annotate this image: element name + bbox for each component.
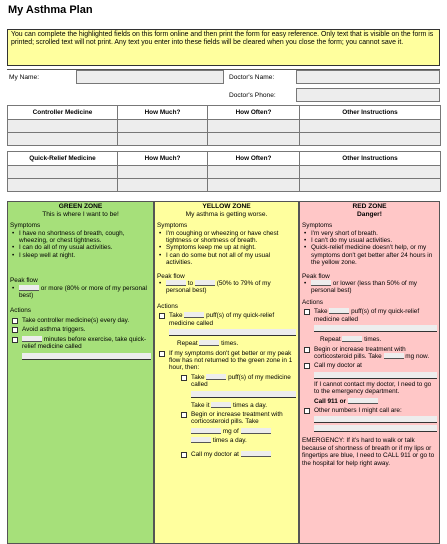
repeat-label: Repeat [320, 336, 341, 344]
symptom-item: • I can do some but not all of my usual activities. [157, 252, 296, 267]
doctor-name-field[interactable] [296, 70, 440, 84]
symptom-item: • I can't do my usual activities. [302, 237, 437, 244]
mg-of: mg of [222, 427, 239, 435]
action-text: puff(s) of my quick-relief medicine called [169, 312, 275, 327]
checkbox[interactable] [181, 452, 187, 458]
action-text: minutes before exercise, take quick-relief medicine called [22, 335, 147, 351]
yellow-zone-subtitle: My asthma is getting worse. [185, 211, 268, 218]
peak-flow-text: (50% to 79% of my personal best) [166, 280, 271, 295]
take-it-row [157, 402, 296, 409]
checkbox[interactable] [304, 363, 310, 369]
times-row [157, 437, 296, 444]
symptoms-label: Symptoms [157, 222, 188, 229]
red-symptoms-list [302, 230, 437, 267]
action-item [302, 362, 437, 369]
action-text: Begin or increase treatment with corticosteroid pills. Take [191, 411, 283, 426]
action-item [157, 312, 296, 327]
action-item [302, 407, 437, 414]
quick-relief-header: Quick-Relief Medicine [8, 152, 118, 166]
peak-flow-input[interactable] [311, 280, 331, 286]
controller-instructions-input[interactable] [300, 120, 441, 133]
green-zone-subtitle: This is where I want to be! [42, 211, 119, 218]
action-text: Begin or increase treatment with corticosteroid pills. Take [314, 345, 406, 360]
peak-flow-label: Peak flow [157, 272, 185, 280]
other-instructions-header: Other Instructions [300, 106, 441, 120]
take-text: Take [191, 373, 205, 381]
how-often-header: How Often? [208, 106, 300, 120]
controller-header: Controller Medicine [8, 106, 118, 120]
symptom-item: • Quick-relief medicine doesn't help, or my symptoms don't get better after 24 hours in the yellow zone. [302, 244, 437, 266]
mg-input[interactable] [191, 428, 221, 434]
yellow-peak-flow [157, 280, 296, 295]
action-item [179, 374, 296, 389]
green-zone-title: GREEN ZONE [58, 203, 103, 210]
controller-medicine-table [7, 105, 441, 146]
peak-flow-input[interactable] [19, 285, 39, 291]
how-often-header: How Often? [208, 152, 300, 166]
medicine-name-input[interactable] [22, 353, 151, 360]
red-peak-flow [302, 280, 437, 295]
quick-relief-amount-input[interactable] [118, 166, 208, 179]
checkbox[interactable] [304, 408, 310, 414]
repeat-input[interactable] [199, 340, 219, 346]
emergency-text: EMERGENCY: If it's hard to walk or talk because of shortness of breath or if my lips or fingertips are blue, I need to CALL 911 or go to the hospital for help right away. [302, 437, 435, 467]
how-much-header: How Much? [118, 106, 208, 120]
minutes-input[interactable] [22, 336, 42, 342]
green-zone [7, 201, 154, 544]
quick-relief-frequency-input[interactable] [208, 179, 300, 192]
action-text: Call my doctor at [314, 362, 362, 370]
action-item [10, 326, 151, 333]
take-it-label: Take it [191, 401, 210, 409]
repeat-row [302, 336, 437, 343]
controller-med-input[interactable] [8, 120, 118, 133]
action-text: Call my doctor at [191, 450, 239, 458]
yellow-symptoms-list [157, 230, 296, 267]
checkbox[interactable] [12, 318, 18, 324]
doctor-number-input[interactable] [314, 372, 437, 379]
peak-flow-item [302, 280, 437, 295]
other-instructions-header: Other Instructions [300, 152, 441, 166]
how-much-header: How Much? [118, 152, 208, 166]
repeat-row [157, 340, 296, 347]
symptom-item: • I'm very short of breath. [302, 230, 437, 237]
checkbox[interactable] [159, 351, 165, 357]
times-input[interactable] [191, 437, 211, 443]
doctor-name-label: Doctor's Name: [229, 74, 275, 81]
actions-label: Actions [302, 298, 323, 306]
checkbox[interactable] [12, 337, 18, 343]
doctor-phone-label: Doctor's Phone: [229, 92, 276, 99]
action-item [179, 411, 296, 426]
action-text: puff(s) of my medicine called [191, 373, 291, 389]
controller-med-input[interactable] [8, 133, 118, 146]
pill-name-input[interactable] [241, 428, 271, 434]
call-911-text: Call 911 or [314, 397, 346, 405]
peak-flow-label: Peak flow [302, 272, 330, 280]
action-item [157, 350, 296, 372]
mg-now: mg now. [405, 352, 430, 360]
times-day: times a day. [212, 437, 247, 445]
medicine-name-input[interactable] [169, 329, 296, 336]
take-text: Take [314, 308, 328, 316]
peak-flow-high-input[interactable] [195, 280, 215, 286]
peak-flow-text: or lower (less than 50% of my personal best) [311, 280, 417, 295]
symptoms-label: Symptoms [302, 222, 333, 229]
name-field[interactable] [76, 70, 224, 84]
controller-instructions-input[interactable] [300, 133, 441, 146]
medicine-name-input[interactable] [314, 325, 437, 332]
symptom-item: • I'm coughing or wheezing or have chest tightness or shortness of breath. [157, 230, 296, 245]
name-label: My Name: [9, 74, 40, 81]
green-symptoms-list [10, 230, 151, 260]
controller-frequency-input[interactable] [208, 133, 300, 146]
doctor-number-input[interactable] [241, 451, 271, 457]
symptom-item: • I have no shortness of breath, cough, wheezing, or chest tightness. [10, 230, 151, 245]
actions-label: Actions [10, 307, 31, 315]
mg-input[interactable] [384, 353, 404, 359]
symptom-item: • I can do all of my usual activities. [10, 244, 151, 251]
other-numbers-input[interactable] [314, 425, 437, 432]
quick-relief-medicine-table [7, 151, 441, 192]
symptom-item: • Symptoms keep me up at night. [157, 244, 296, 251]
yellow-zone [154, 201, 299, 544]
action-item [10, 317, 151, 324]
doctor-phone-field[interactable] [296, 88, 440, 102]
red-zone-title: RED ZONE [352, 203, 387, 210]
action-text: Avoid asthma triggers. [22, 326, 86, 334]
peak-flow-item [157, 280, 296, 295]
peak-flow-low-input[interactable] [166, 280, 186, 286]
peak-flow-to: to [187, 280, 194, 288]
red-zone-header [302, 203, 437, 219]
mg-row [157, 428, 296, 435]
yellow-zone-title: YELLOW ZONE [202, 203, 251, 210]
checkbox[interactable] [12, 327, 18, 333]
quick-relief-instructions-input[interactable] [300, 166, 441, 179]
action-item [302, 308, 437, 323]
actions-label: Actions [157, 302, 178, 310]
form-notice: You can complete the highlighted fields on this form online and then print the form for easy reference. Only text that is visible on the form is printed; scrolled text will not print. Any text you enter into these fields will be cleared when you close the form; you cannot save it. [7, 29, 440, 66]
take-text: Take [169, 312, 183, 320]
call-911-row [302, 398, 437, 405]
symptom-item: • I sleep well at night. [10, 252, 151, 259]
yellow-zone-header [157, 203, 296, 219]
quick-relief-instructions-input[interactable] [300, 179, 441, 192]
checkbox[interactable] [304, 309, 310, 315]
puffs-input[interactable] [206, 374, 226, 380]
controller-amount-input[interactable] [118, 120, 208, 133]
times-day: times a day. [233, 401, 268, 409]
checkbox[interactable] [181, 375, 187, 381]
peak-flow-label: Peak flow [10, 277, 38, 285]
emergency-number-input[interactable] [348, 398, 378, 404]
times-input[interactable] [211, 402, 231, 408]
checkbox[interactable] [159, 313, 165, 319]
action-item [10, 336, 151, 351]
checkbox[interactable] [181, 412, 187, 418]
page-title: My Asthma Plan [8, 4, 93, 16]
repeat-label: Repeat [177, 340, 198, 348]
medicine-name-input[interactable] [191, 391, 296, 398]
action-text: Take controller medicine(s) every day. [22, 316, 130, 324]
other-numbers-input[interactable] [314, 416, 437, 423]
repeat-input[interactable] [342, 336, 362, 342]
peak-flow-text: or more (80% or more of my personal best) [19, 284, 147, 300]
symptoms-label: Symptoms [10, 222, 41, 229]
peak-flow-item [10, 285, 151, 300]
action-text: puff(s) of my quick-relief medicine called [314, 308, 420, 323]
puffs-input[interactable] [184, 312, 204, 318]
controller-amount-input[interactable] [118, 133, 208, 146]
green-zone-header [10, 203, 151, 219]
repeat-suffix: times. [364, 336, 382, 344]
puffs-input[interactable] [329, 308, 349, 314]
cannot-contact-text: If I cannot contact my doctor, I need to go to the emergency department. [314, 380, 432, 396]
action-text: Other numbers I might call are: [314, 407, 402, 414]
quick-relief-amount-input[interactable] [118, 179, 208, 192]
action-text: If my symptoms don't get better or my peak flow has not returned to the green zone in 1 hour, then: [169, 349, 293, 372]
red-zone-subtitle: Danger! [357, 211, 382, 218]
action-item [179, 451, 296, 458]
quick-relief-frequency-input[interactable] [208, 166, 300, 179]
red-zone [299, 201, 440, 544]
checkbox[interactable] [304, 347, 310, 353]
green-peak-flow [10, 285, 151, 300]
quick-relief-med-input[interactable] [8, 166, 118, 179]
quick-relief-med-input[interactable] [8, 179, 118, 192]
controller-frequency-input[interactable] [208, 120, 300, 133]
action-item [302, 346, 437, 361]
repeat-suffix: times. [221, 340, 239, 348]
